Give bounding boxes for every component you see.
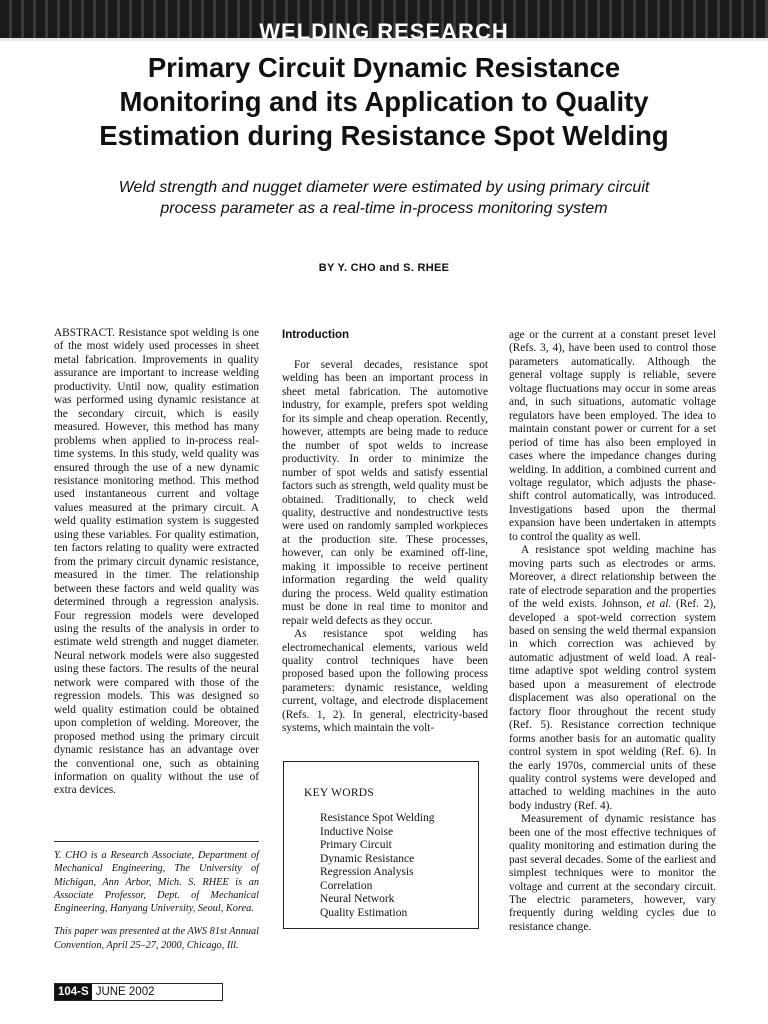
text-run-italic: et al. bbox=[646, 598, 672, 611]
section-heading-introduction: Introduction bbox=[282, 329, 350, 341]
author-byline: BY Y. CHO and S. RHEE bbox=[318, 262, 450, 274]
presentation-note: This paper was presented at the AWS 81st Annual Convention, April 25–27, 2000, Chicago, Ill. bbox=[54, 926, 259, 951]
article-subtitle bbox=[60, 177, 708, 219]
abstract-text: ABSTRACT. Resistance spot welding is one of the most widely used processes in sheet metal fabrication. Improvements in quality assurance are important to increase welding productivity. Until now, quality estimation was performed using dynamic resistance at the secondary circuit, which is easily measured. However, this method has many problems when applied to in-process real-time systems. In this study, weld quality was ensured through the use of a new dynamic resistance monitoring method. This method used instantaneous current and voltage values measured at the primary circuit. A weld quality estimation system is suggested using these variables. For quality estimation, ten factors relating to quality were extracted from the primary circuit dynamic resistance, measured in the timer. The relationship between these factors and weld quality was determined through a regression analysis. Four regression models were developed using the results of the analysis in order to estimate weld strength and nugget diameter. Neural network models were also suggested using these factors. The results of the neural network were compared with those of the regression models. This was designed so weld quality estimation could be obtained upon completion of welding. Moreover, the proposed method using the primary circuit dynamic resistance has an advantage over the conventional one, such as obtaining information on quality without the use of extra devices. bbox=[54, 327, 259, 797]
keywords-title: KEY WORDS bbox=[304, 787, 375, 799]
keyword-item: Resistance Spot Welding bbox=[320, 812, 435, 825]
issue-date: JUNE 2002 bbox=[95, 986, 155, 998]
keyword-item: Regression Analysis bbox=[320, 866, 414, 879]
author-affiliation bbox=[54, 849, 259, 962]
keyword-item: Dynamic Resistance bbox=[320, 852, 415, 865]
page-number: 104-S bbox=[55, 984, 92, 1000]
subtitle-line: process parameter as a real-time in-process monitoring system bbox=[160, 200, 608, 217]
body-paragraph bbox=[509, 544, 716, 813]
body-paragraph: As resistance spot welding has electromechanical elements, various weld quality control techniques have been proposed based upon the following process parameters: dynamic resistance, welding current, voltage, and electrode displacement (Refs. 1, 2). In general, electricity-based systems, which maintain the volt- bbox=[282, 628, 488, 735]
keyword-item: Quality Estimation bbox=[320, 906, 408, 919]
article-title bbox=[30, 51, 738, 153]
keyword-item: Inductive Noise bbox=[320, 825, 394, 838]
page-footer bbox=[54, 983, 223, 1001]
title-line: Monitoring and its Application to Quality bbox=[119, 86, 649, 117]
section-label: WELDING RESEARCH bbox=[259, 19, 509, 44]
keywords-list bbox=[304, 812, 478, 920]
text-run: (Ref. 2), developed a spot-weld correction system based on sensing the weld thermal expansion in which correction was achieved by automatic adjustment of weld load. A real-time adaptive spot welding control system based upon a measurement of electrode displacement was also operational on the factory floor throughout the recent study (Ref. 5). Resistance correction technique forms another basis for an automatic quality control system in spot welding (Ref. 6). In the early 1970s, commercial units of these quality control systems were developed and attached to welding machines in the auto body industry (Ref. 4). bbox=[509, 598, 716, 812]
body-paragraph: Measurement of dynamic resistance has been one of the most effective techniques of quality monitoring and estimation during the past several decades. Some of the earliest and simplest techniques were to monitor the voltage and current at the secondary circuit. The electric parameters, however, vary frequently during welding cycles due to resistance change. bbox=[509, 813, 716, 933]
keyword-item: Correlation bbox=[320, 879, 373, 892]
subtitle-line: Weld strength and nugget diameter were estimated by using primary circuit bbox=[118, 179, 650, 196]
column-left bbox=[54, 327, 259, 798]
title-line: Primary Circuit Dynamic Resistance bbox=[147, 52, 621, 83]
affiliation-divider bbox=[54, 841, 259, 842]
authors-note: Y. CHO is a Research Associate, Department of Mechanical Engineering, The University of Michigan, Ann Arbor, Mich. S. RHEE is an Associate Professor, Dept. of Mechanical Engineering, Hanyang University, Seoul, Korea. bbox=[54, 850, 259, 915]
keywords-box bbox=[283, 761, 479, 929]
title-line: Estimation during Resistance Spot Welding bbox=[99, 120, 669, 151]
column-right bbox=[509, 329, 716, 934]
body-paragraph: age or the current at a constant preset level (Refs. 3, 4), have been used to control those parameters automatically. Although the general voltage supply is reliable, severe voltage fluctuations may occur in some areas and, in such situations, automatic voltage regulators have been employed. The idea to maintain constant power or current for a set period of time has also been employed in cases where the impedance changes during welding. In addition, a combined current and voltage regulator, which adjusts the phase-shift control automatically, was introduced. Investigations based upon the thermal expansion have been undertaken in attempts to control the quality as well. bbox=[509, 329, 716, 543]
column-middle bbox=[282, 327, 488, 736]
keyword-item: Primary Circuit bbox=[320, 839, 392, 852]
keyword-item: Neural Network bbox=[320, 893, 395, 906]
text-run: A resistance spot welding machine has moving parts such as electrodes or arms. Moreover, a direct relationship between the rate of electrode separation and the properties of the weld exists. Johnson, bbox=[509, 544, 716, 611]
body-paragraph: For several decades, resistance spot welding has been an important process in sheet metal fabrication. The automotive industry, for example, prefers spot welding for its simple and cheap operation. Recently, however, attempts are being made to reduce the number of spot welds to increase productivity. In order to minimize the number of spot welds and satisfy essential factors such as strength, weld quality must be obtained. Traditionally, to check weld quality, destructive and nondestructive tests were used on randomly sampled workpieces at the production site. These processes, however, can only be examined off-line, making it impossible to receive pertinent information regarding the weld quality during the process. Weld quality estimation must be done in real time to monitor and repair weld defects as they occur. bbox=[282, 359, 488, 627]
